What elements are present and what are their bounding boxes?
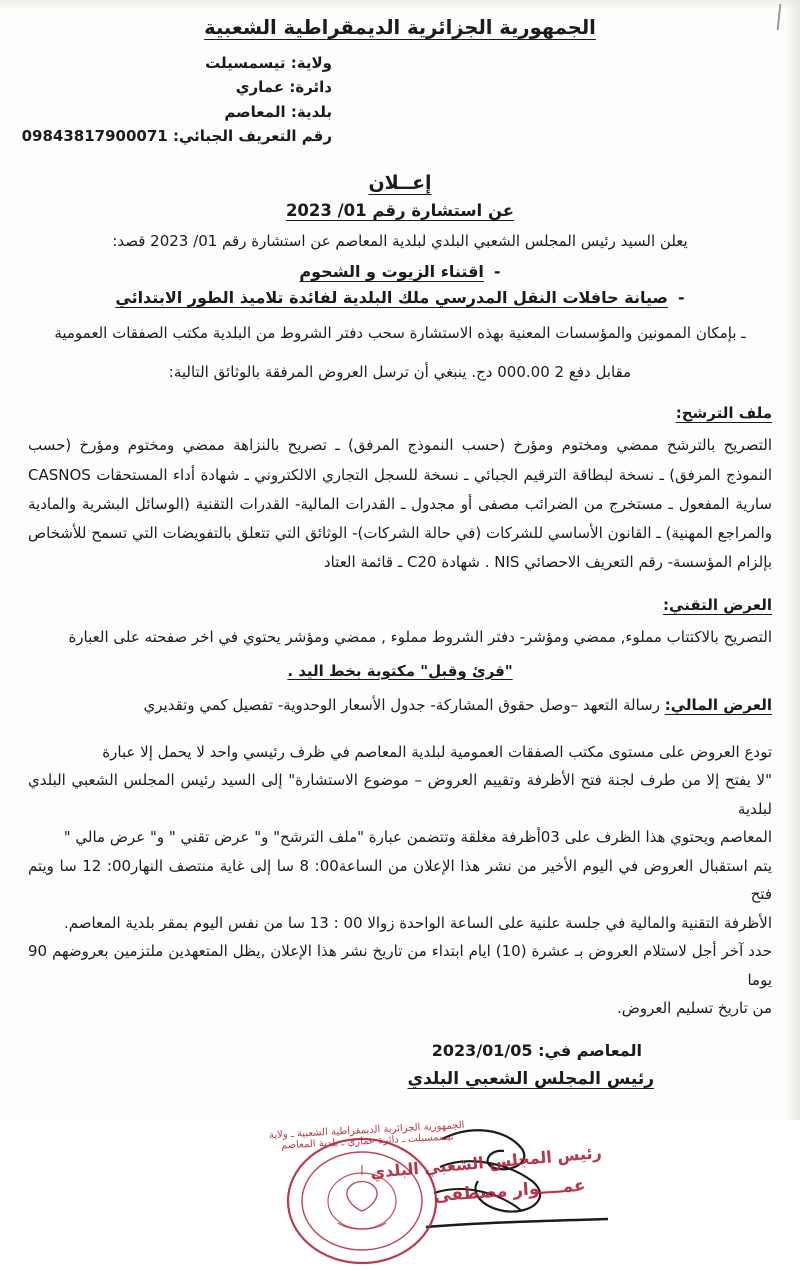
financial-heading: العرض المالي: [664,695,772,714]
financial-body: رسالة التعهد –وصل حقوق المشاركة- جدول الأسعار الوحدوية- تفصيل كمي وتقديري [143,695,660,714]
candidacy-body: التصريح بالترشح ممضي ومختوم ومؤرخ (حسب النموذج المرفق) ـ تصريح بالنزاهة ممضي ومختوم ومؤرخ (حسب النموذج المرفق) ـ نسخة لبطاقة الترقيم الجبائي ـ نسخة للسجل التجاري الالكتروني ـ شهادة أداء المستحقات CASNOS سارية المفعول ـ مستخرج من الضرائب مصفى أو مجدول ـ القدرات المالية- القدرات التقنية (الوسائل البشرية والمادية والمراجع المهنية) ـ القانون الأساسي للشركات (في حالة الشركات)- الوثائق التي تتعلق بالتفويضات التي تسمح للأشخاص بإلزام المؤسسة- رقم التعريف الاحصائي NIS . شهادة C20 ـ قائمة العتاد [28,436,772,572]
stamp-signer-name: عمــــوار مصطفى [433,1175,587,1206]
announcement-items [28,262,772,307]
technical-body: التصريح بالاكتتاب مملوء, ممضي ومؤشر- دفتر الشروط مملوء , ممضي ومؤشر يحتوي في اخر صفحته على العبارة [68,628,772,647]
signature-place-date: المعاصم في: 2023/01/05 [431,1040,642,1060]
stamp-title-text: رئيس المجلس الشعبي البلدي [369,1142,603,1182]
daira-value: عماري [235,78,285,97]
submission-line-3: المعاصم ويحتوي هذا الظرف على 03أظرفة مغلقة وتتضمن عبارة "ملف الترشح" و" عرض تقني " و" عرض مالي " [63,828,772,847]
baladia-value: المعاصم [224,102,286,121]
header-row-daira [28,75,332,99]
item-text: صيانة حافلات النقل المدرسي ملك البلدية لفائدة تلاميذ الطور الابتدائي [115,288,668,308]
signature-title: رئيس المجلس الشعبي البلدي [407,1068,654,1089]
republic-title: الجمهورية الجزائرية الديمقراطية الشعبية [204,16,596,39]
header-row-baladia [28,100,332,124]
submission-line-1: تودع العروض على مستوى مكتب الصفقات العمومية لبلدية المعاصم في ظرف رئيسي واحد لا يحمل إلا عبارة [102,742,772,761]
wilaya-value: تيسمسيلت [205,54,286,72]
submission-line-4: يتم استقبال العروض في اليوم الأخير من نشر هذا الإعلان من الساعة00: 8 سا إلى غاية منتصف النهار00: 12 سا ويتم فتح [28,856,772,904]
submission-line-6: حدد آخر أجل لاستلام العروض بـ عشرة (10) ايام ابتداء من تاريخ نشر هذا الإعلان ,يظل المتعهدين ملتزمين بعروضهم 90 يوما [28,942,772,989]
section-technical [28,592,772,686]
announcement-subtitle: عن استشارة رقم 01/ 2023 [285,201,515,221]
wilaya-label: ولاية: [290,54,332,72]
submission-line-7: من تاريخ تسليم العروض. [616,999,772,1018]
list-item [28,288,772,307]
submission-line-5: الأظرفة التقنية والمالية في جلسة علنية على الساعة الواحدة زوالا 00 : 13 سا من نفس اليوم بمقر بلدية المعاصم. [63,913,772,932]
baladia-label: بلدية: [290,102,332,121]
official-stamp-icon [262,1131,462,1271]
submission-line-2: "لا يفتح إلا من طرف لجنة فتح الأظرفة وتقييم العروض – موضوع الاستشارة" إلى السيد رئيس المجلس الشعبي البلدي لبلدية [28,771,772,818]
administrative-header [21,51,772,148]
announcement-title: إعــلان [368,172,432,195]
technical-heading: العرض التقني: [663,595,772,614]
candidacy-heading: ملف الترشح: [675,403,772,422]
item-dash: - [493,262,501,282]
fee-paragraph: مقابل دفع 2 000.00 دج. ينبغي أن ترسل العروض المرفقة بالوثائق التالية: [168,363,632,382]
list-item [28,262,772,281]
section-financial [28,692,772,720]
nif-label: رقم التعريف الجبائي: [172,126,332,145]
signature-area [28,1041,772,1251]
nif-value: 09843817900071 [21,126,168,145]
section-candidacy [28,400,772,578]
item-dash: - [677,288,685,308]
announcement-intro: يعلن السيد رئيس المجلس الشعبي البلدي لبلدية المعاصم عن استشارة رقم 01/ 2023 قصد: [112,232,688,251]
item-text: اقتناء الزيوت و الشحوم [299,262,484,282]
availability-paragraph: ـ بإمكان الممونين والمؤسسات المعنية بهذه الاستشارة سحب دفتر الشروط من البلدية مكتب الصفقات العمومية [54,324,746,343]
header-row-wilaya [28,51,332,75]
daira-label: دائرة: [289,78,332,97]
submission-instructions [28,738,772,1023]
technical-body-2: "قرئ وقبل" مكتوبة بخط اليد . [287,661,513,680]
stamp-top-text: الجمهورية الجزائرية الديمقراطية الشعبية ـ ولاية تيسمسيلت ـ دائرة عماري ـ بلدية المعاصم [268,1119,465,1152]
header-row-nif [21,124,332,148]
